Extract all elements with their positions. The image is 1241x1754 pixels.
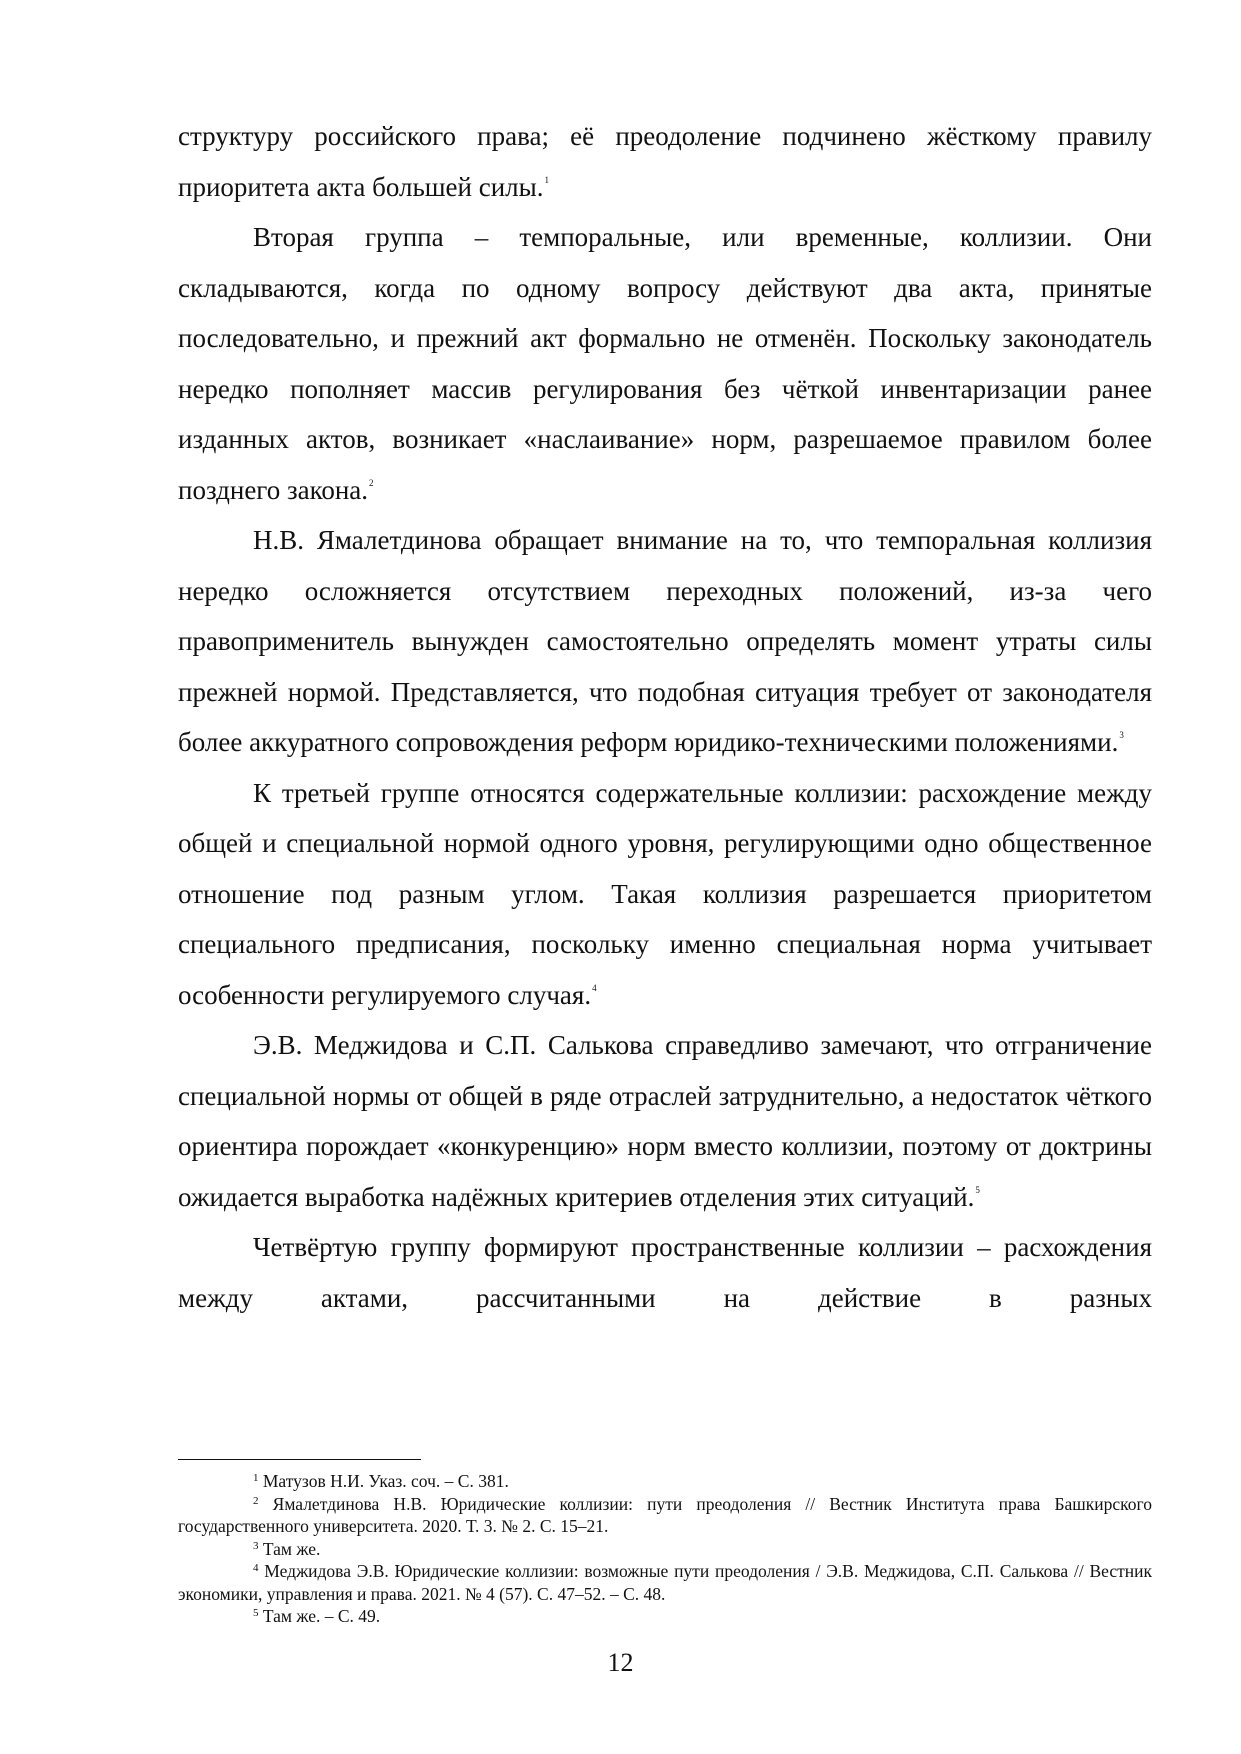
footnote-ref-1[interactable]: 1 — [544, 174, 550, 185]
footnote-number: 5 — [253, 1607, 259, 1619]
footnote-2: $^2$ Ямалетдинова Н.В. Юридические коллизии: пути преодоления // Вестник Института права Башкирского государственного университета. 2020. Т. 3. № 2. С. 15–21. — [178, 1493, 1152, 1536]
footnote-5: $^5$ Там же. – С. 49. — [253, 1606, 381, 1626]
footnote-number: 4 — [253, 1562, 259, 1574]
footnotes — [178, 1470, 1152, 1628]
paragraph-continuation: структуру российского права; её преодоление подчинено жёсткому правилу приоритета акта большей силы.$^1$ — [178, 121, 1152, 202]
footnote-ref-2[interactable]: 2 — [369, 477, 374, 488]
footnote-number: 2 — [253, 1494, 259, 1507]
paragraph-yamaletdinova: Н.В. Ямалетдинова обращает внимание на то, что темпоральная коллизия нередко осложняется отсутствием переходных положений, из-за чего правоприменитель вынужден самостоятельно определять момент утраты силы прежней нормой. Представляется, что подобная ситуация требует от законодателя более аккуратного сопровождения реформ юридико-техническими положениями.$^3$ — [178, 525, 1152, 757]
footnote-ref-5[interactable]: 5 — [975, 1184, 980, 1195]
footnote-4: $^4$ Меджидова Э.В. Юридические коллизии: возможные пути преодоления / Э.В. Меджидова, С.П. Салькова // Вестник экономики, управления и права. 2021. № 4 (57). С. 47–52. – С. 48. — [178, 1561, 1152, 1604]
page-number: 12 — [607, 1648, 634, 1677]
footnote-number: 3 — [253, 1539, 259, 1552]
footnote-number: 1 — [253, 1472, 259, 1484]
footnote-ref-4[interactable]: 4 — [592, 982, 597, 993]
footnote-separator — [178, 1459, 421, 1460]
paragraph-substantive-collisions: К третьей группе относятся содержательные коллизии: расхождение между общей и специальной нормой одного уровня, регулирующими одно общественное отношение под разным углом. Такая коллизия разрешается приоритетом специального предписания, поскольку именно специальная норма учитывает особенности регулируемого случая.$^4$ — [178, 777, 1152, 1010]
paragraph-medzhidova: Э.В. Меджидова и С.П. Салькова справедливо замечают, что отграничение специальной нормы от общей в ряде отраслей затруднительно, а недостаток чёткого ориентира порождает «конкуренцию» норм вместо коллизии, поэтому от доктрины ожидается выработка надёжных критериев отделения этих ситуаций.$^5$ — [178, 1030, 1152, 1212]
body-text — [178, 111, 1152, 1323]
footnote-ref-3[interactable]: 3 — [1119, 730, 1124, 740]
paragraph-spatial-collisions: Четвёртую группу формируют пространственные коллизии – расхождения между актами, рассчитанными на действие в разных — [178, 1232, 1152, 1313]
paragraph-temporal-collisions: Вторая группа – темпоральные, или временные, коллизии. Они складываются, когда по одному вопросу действуют два акта, принятые последовательно, и прежний акт формально не отменён. Поскольку законодатель нередко пополняет массив регулирования без чёткой инвентаризации ранее изданных актов, возникает «наслаивание» норм, разрешаемое правилом более позднего закона.$^2$ — [178, 222, 1152, 505]
footnote-1: $^1$ Матузов Н.И. Указ. соч. – С. 381. — [253, 1471, 509, 1491]
footnote-3: $^3$ Там же. — [253, 1538, 321, 1559]
